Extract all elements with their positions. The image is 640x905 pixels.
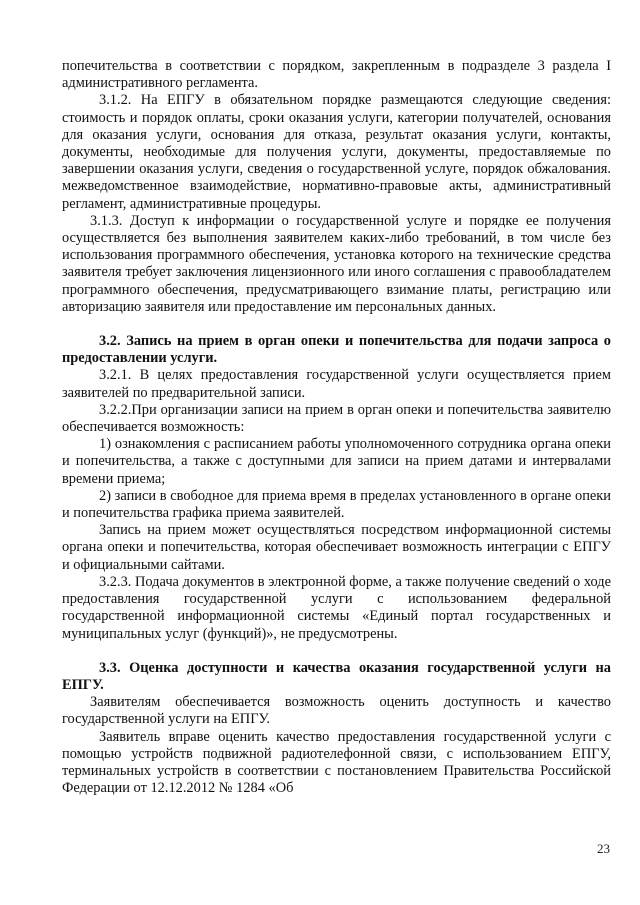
page-number: 23 <box>597 841 610 856</box>
paragraph-3-2-3: 3.2.3. Подача документов в электронной форме, а также получение сведений о ходе предоставления государственной услуги с использованием федеральной государственной информационной системы «Единый портал государственных и муниципальных услуг (функций)», не предусмотрены. <box>62 573 611 642</box>
paragraph-3-2-1: 3.2.1. В целях предоставления государственной услуги осуществляется прием заявителей по предварительной записи. <box>62 367 611 401</box>
paragraph-record: Запись на прием может осуществляться посредством информационной системы органа опеки и попечительства, которая обеспечивает возможность интеграции с ЕПГУ и официальными сайтами. <box>62 522 611 573</box>
list-item-2: 2) записи в свободное для приема время в пределах установленного в органе опеки и попечительства графика приема заявителей. <box>62 487 611 522</box>
paragraph-continuation: попечительства в соответствии с порядком, закрепленным в подразделе 3 раздела I административного регламента. <box>62 58 611 92</box>
paragraph-assess-1: Заявителям обеспечивается возможность оценить доступность и качество государственной услуги на ЕПГУ. <box>62 694 611 728</box>
section-heading-3-2: 3.2. Запись на прием в орган опеки и попечительства для подачи запроса о предоставлении услуги. <box>62 333 611 367</box>
list-item-1: 1) ознакомления с расписанием работы уполномоченного сотрудника органа опеки и попечительства, а также с доступными для записи на прием датами и интервалами времени приема; <box>62 436 611 487</box>
paragraph-3-1-2: 3.1.2. На ЕПГУ в обязательном порядке размещаются следующие сведения: стоимость и порядок оплаты, сроки оказания услуги, категории получателей, основания для оказания услуги, основания для отказа, результат оказания услуги, контакты, документы, необходимые для получения услуги, документы, предоставляемые по завершении оказания услуги, сведения о государственной услуге, порядок обжалования. межведомственное взаимодействие, нормативно-правовые акты, административный регламент, административные процедуры. <box>62 92 611 212</box>
paragraph-3-1-3: 3.1.3. Доступ к информации о государственной услуге и порядке ее получения осуществляется без выполнения заявителем каких-либо требований, в том числе без использования программного обеспечения, установка которого на технические средства заявителя требует заключения лицензионного или иного соглашения с правообладателем программного обеспечения, предусматривающего взимание платы, регистрацию или авторизацию заявителя или предоставление им персональных данных. <box>62 212 611 315</box>
section-heading-3-3: 3.3. Оценка доступности и качества оказания государственной услуги на ЕПГУ. <box>62 659 611 693</box>
paragraph-assess-2: Заявитель вправе оценить качество предоставления государственной услуги с помощью устройств подвижной радиотелефонной связи, с использованием ЕПГУ, терминальных устройств в соответствии с постановлением Правительства Российской Федерации от 12.12.2012 № 1284 «Об <box>62 728 611 797</box>
document-page <box>62 58 611 797</box>
paragraph-3-2-2: 3.2.2.При организации записи на прием в орган опеки и попечительства заявителю обеспечивается возможность: <box>62 401 611 436</box>
